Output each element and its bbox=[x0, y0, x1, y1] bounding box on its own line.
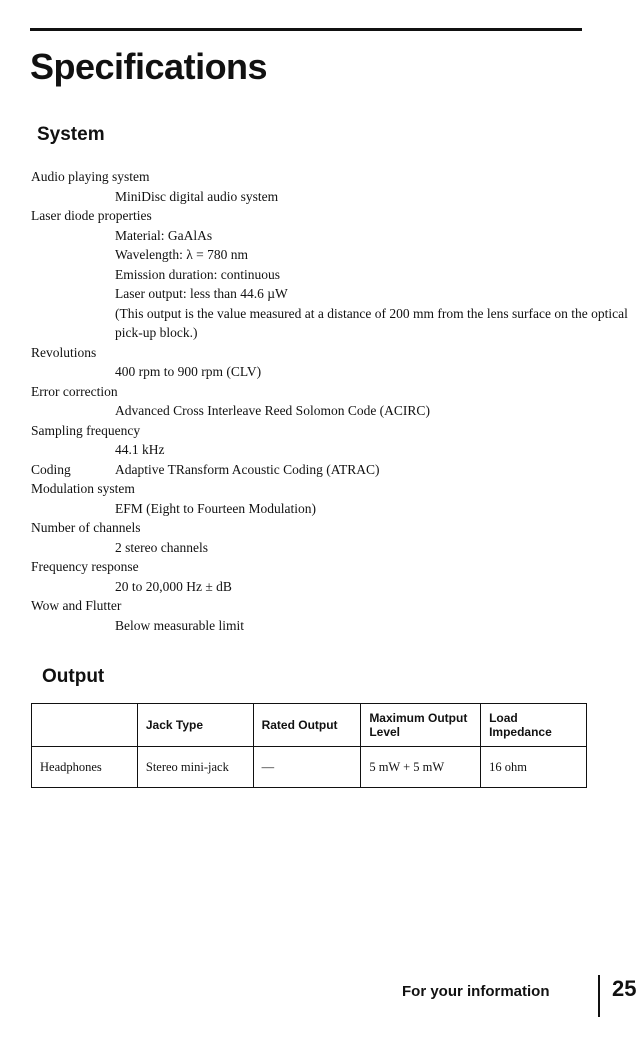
table-cell: — bbox=[253, 747, 361, 788]
table-header-cell: Jack Type bbox=[137, 704, 253, 747]
spec-value: 400 rpm to 900 rpm (CLV) bbox=[115, 364, 262, 379]
spec-label: Laser diode properties bbox=[31, 208, 152, 223]
table-cell: Stereo mini-jack bbox=[137, 747, 253, 788]
spec-label: Number of channels bbox=[31, 520, 141, 535]
spec-value: Wavelength: λ = 780 nm bbox=[115, 247, 249, 262]
spec-revolutions bbox=[31, 343, 631, 382]
spec-value: Material: GaAlAs bbox=[115, 227, 213, 243]
table-cell: Headphones bbox=[32, 747, 138, 788]
table-header-cell: Load Impedance bbox=[481, 704, 587, 747]
top-rule bbox=[30, 28, 582, 31]
system-spec-list bbox=[31, 167, 631, 635]
spec-value: Laser output: less than 44.6 µW bbox=[115, 286, 288, 301]
table-cell: 16 ohm bbox=[481, 747, 587, 788]
spec-label: Audio playing system bbox=[31, 169, 150, 184]
spec-value: Adaptive TRansform Acoustic Coding (ATRAC) bbox=[115, 461, 380, 477]
spec-laser-diode-properties bbox=[31, 206, 631, 343]
footer-divider bbox=[598, 975, 600, 1017]
footer-section-label: For your information bbox=[402, 983, 550, 1000]
spec-audio-playing-system bbox=[31, 167, 631, 206]
spec-value: 2 stereo channels bbox=[115, 539, 208, 555]
table-header-row bbox=[32, 704, 587, 747]
spec-value: EFM (Eight to Fourteen Modulation) bbox=[115, 500, 316, 516]
spec-number-of-channels bbox=[31, 518, 631, 557]
table-header-cell bbox=[32, 704, 138, 747]
spec-value: Advanced Cross Interleave Reed Solomon Code (ACIRC) bbox=[115, 403, 430, 418]
spec-error-correction bbox=[31, 382, 631, 421]
spec-value: Below measurable limit bbox=[115, 617, 244, 633]
spec-label: Revolutions bbox=[31, 344, 97, 360]
table-cell: 5 mW + 5 mW bbox=[361, 747, 481, 788]
spec-value: Emission duration: continuous bbox=[115, 266, 280, 282]
table-header-cell: Maximum Output Level bbox=[361, 704, 481, 747]
output-table bbox=[31, 703, 587, 788]
spec-label: Modulation system bbox=[31, 481, 135, 496]
spec-label: Sampling frequency bbox=[31, 422, 141, 438]
spec-value: 44.1 kHz bbox=[115, 442, 165, 457]
section-heading-system: System bbox=[37, 124, 105, 145]
spec-label: Coding bbox=[31, 461, 71, 477]
spec-label: Error correction bbox=[31, 383, 118, 399]
spec-value: 20 to 20,000 Hz ± dB bbox=[115, 578, 232, 594]
spec-coding bbox=[31, 460, 631, 480]
page-title: Specifications bbox=[30, 46, 268, 87]
page-number: 25 bbox=[612, 976, 637, 1001]
table-header-cell: Rated Output bbox=[253, 704, 361, 747]
spec-modulation-system bbox=[31, 479, 631, 518]
spec-label: Wow and Flutter bbox=[31, 598, 122, 613]
spec-wow-and-flutter bbox=[31, 596, 631, 635]
section-heading-output: Output bbox=[42, 666, 105, 687]
spec-sampling-frequency bbox=[31, 421, 631, 460]
table-row bbox=[32, 747, 587, 788]
spec-frequency-response bbox=[31, 557, 631, 596]
spec-note: (This output is the value measured at a distance of 200 mm from the lens surface on the optical pick-up block.) bbox=[115, 305, 628, 340]
spec-label: Frequency response bbox=[31, 559, 139, 574]
spec-value: MiniDisc digital audio system bbox=[115, 188, 279, 204]
